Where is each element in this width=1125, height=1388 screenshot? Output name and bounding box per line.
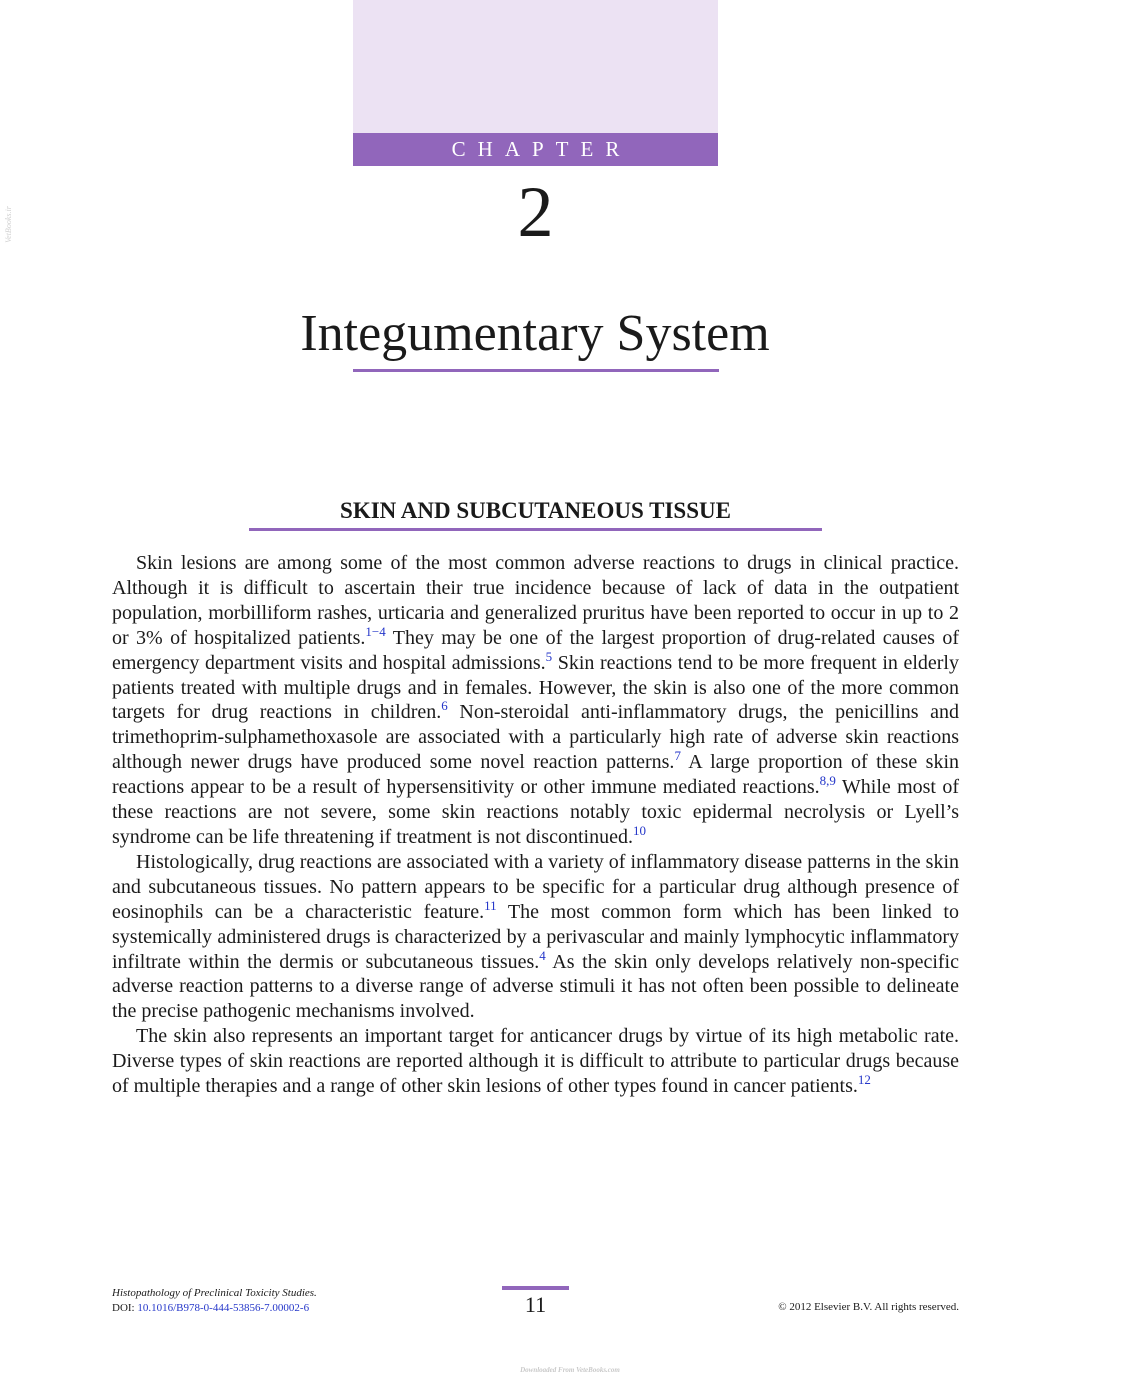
reference-link[interactable]: 5 xyxy=(545,648,553,664)
paragraph-text: Skin reactions tend to be more frequent in elderly patients treated with multiple drugs and in females. However, the skin is also one of the more common targets for drug reactions in children. xyxy=(112,651,959,724)
title-rule xyxy=(353,369,719,372)
chapter-title: Integumentary System xyxy=(300,305,770,362)
doi-link[interactable]: 10.1016/B978-0-444-53856-7.00002-6 xyxy=(137,1302,310,1314)
chapter-number: 2 xyxy=(517,172,554,252)
paragraph xyxy=(112,1024,959,1099)
doi-line xyxy=(112,1301,317,1316)
paragraph-text: Non-steroidal anti-inflammatory drugs, the penicillins and trimethoprim-sulphamethoxasole are associated with a particularly high rate of adverse skin reactions although newer drugs have produced some novel reaction patterns. xyxy=(112,701,959,774)
paragraph-text: The skin also represents an important target for anticancer drugs by virtue of its high metabolic rate. Diverse types of skin reactions are reported although it is difficult to attribute to particular drugs because of multiple therapies and a range of other skin lesions of other types found in cancer patients. xyxy=(112,1025,959,1098)
reference-link[interactable]: 11 xyxy=(484,897,497,913)
side-watermark: VetBooks.ir xyxy=(3,206,13,243)
paragraph xyxy=(112,850,959,1024)
footer-citation xyxy=(112,1286,317,1316)
paragraph-text: A large proportion of these skin reactions appear to be a result of hypersensitivity or other immune mediated reactions. xyxy=(112,751,960,799)
doi-label: DOI: xyxy=(112,1302,138,1314)
reference-link[interactable]: 4 xyxy=(539,947,546,963)
paragraph-text: Skin lesions are among some of the most common adverse reactions to drugs in clinical practice. Although it is difficult to ascertain their true incidence because of lack of data in the outpatient population, morbilliform rashes, urticaria and generalized pruritus have been reported to occur in up to 2 or 3% of hospitalized patients. xyxy=(112,552,959,649)
section-heading: SKIN AND SUBCUTANEOUS TISSUE xyxy=(340,498,731,523)
body-text xyxy=(112,551,959,1099)
chapter-label: CHAPTER xyxy=(353,133,718,166)
page-number: 11 xyxy=(524,1292,547,1317)
page-number-rule xyxy=(502,1286,569,1290)
reference-link[interactable]: 6 xyxy=(441,698,448,714)
reference-link[interactable]: 10 xyxy=(632,822,646,838)
reference-link[interactable]: 12 xyxy=(857,1072,871,1088)
chapter-header-block xyxy=(353,0,718,166)
paragraph-text: While most of these reactions are not severe, some skin reactions notably toxic epidermal necrolysis or Lyell’s syndrome can be life threatening if treatment is not discontinued. xyxy=(112,776,960,848)
book-title: Histopathology of Preclinical Toxicity Studies. xyxy=(112,1287,317,1299)
paragraph-text: The most common form which has been linked to systemically administered drugs is characterized by a perivascular and mainly lymphocytic inflammatory infiltrate within the dermis or subcutaneous tissues. xyxy=(112,900,959,973)
paragraph-text: Histologically, drug reactions are associated with a variety of inflammatory disease patterns in the skin and subcutaneous tissues. No pattern appears to be specific for a particular drug although presence of eosinophils can be a characteristic feature. xyxy=(112,850,959,923)
reference-link[interactable]: 7 xyxy=(674,748,681,764)
paragraph xyxy=(112,551,959,850)
reference-link[interactable]: 1−4 xyxy=(365,623,386,639)
copyright: © 2012 Elsevier B.V. All rights reserved. xyxy=(778,1301,959,1313)
paragraph-text: As the skin only develops relatively non-specific adverse reaction patterns to a diverse range of adverse stimuli it has not often been possible to delineate the precise pathogenic mechanisms involved. xyxy=(112,950,959,1023)
download-watermark: Downloaded From VeteBooks.com xyxy=(520,1366,620,1374)
paragraph-text: They may be one of the largest proportion of drug-related causes of emergency department visits and hospital admissions. xyxy=(112,626,959,674)
section-rule xyxy=(249,528,822,531)
reference-link[interactable]: 8,9 xyxy=(819,773,836,789)
